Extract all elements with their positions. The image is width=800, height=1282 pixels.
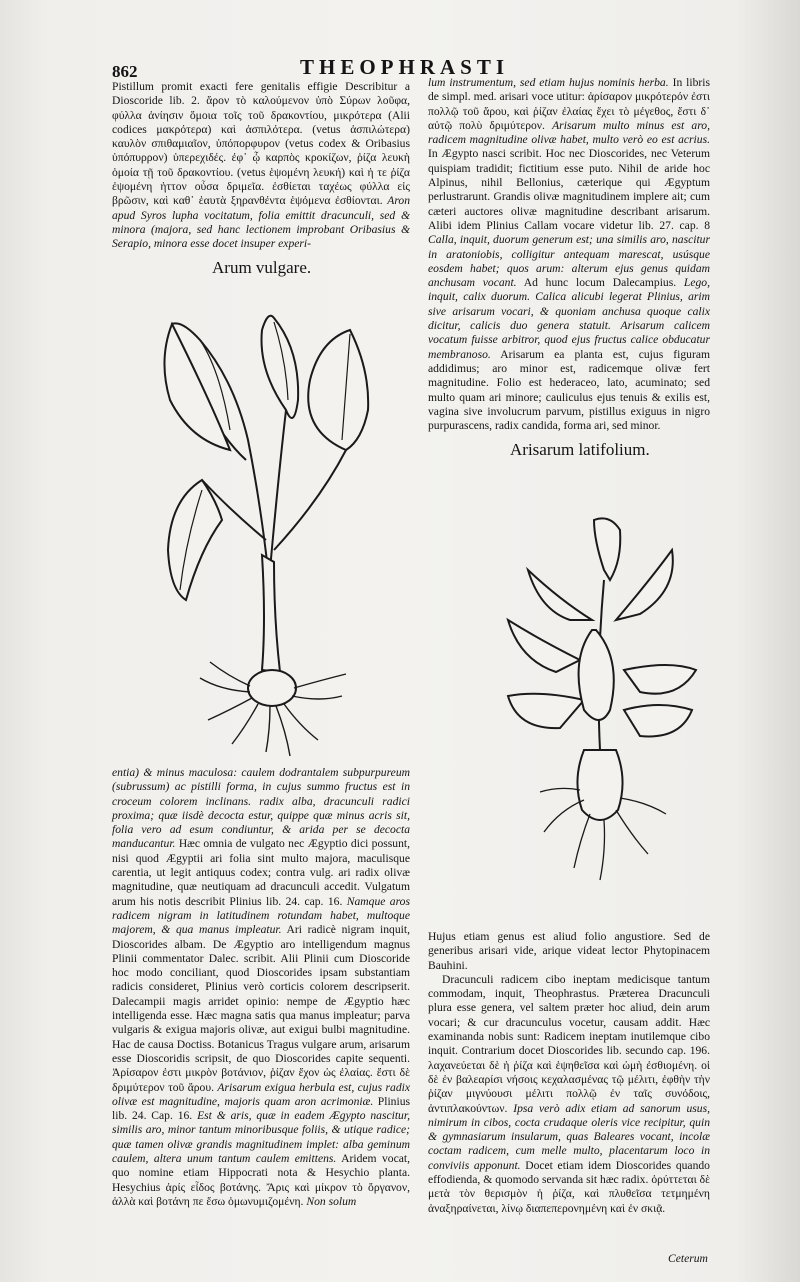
text-run-italic: Est & aris, quæ in eadem Ægypto nascitur, similis aro, minor tantum minoribusque foliis, & utique radice; quæ tamen olivæ grandis magnitudinem implet: alba geminum caulem, altera unum tantum caulem emittens. (112, 1109, 410, 1166)
text-run: In Ægypto nasci scribit. Hoc nec Dioscorides, nec Veterum quispiam tradidit; fictitium esse puto. Nihil de aride hoc Alpinus, nihil Bellonius, cæterique qui Ægyptum perlustrarunt. Grandis olivæ magnitudinem implere ait; cum cæteri auctores olivæ magnitudine describant arisarum. Alibi idem Plinius Callam vocare videtur lib. 27. cap. 8 (428, 147, 710, 232)
paragraph (112, 766, 410, 1209)
text-run: Hujus etiam genus est aliud folio angustiore. Sed de generibus arisari vide, arique videat lector Phytopinacem Bauhini. (428, 930, 710, 972)
paragraph (428, 930, 710, 973)
text-run-italic: Non solum (306, 1194, 357, 1208)
text-run-italic: Aron apud Syros lupha vocitatum, folia emittit dracunculi, sed & minora (majora, sed hanc lectionem improbant Oribasius & Serapio, minora esse docet insuper experi- (112, 194, 410, 251)
text-run-italic: Arisarum multo minus est aro, radicem magnitudine olivæ habet, multo verò eo est acrius. (428, 118, 710, 147)
greek-run: ὀρύττεται δὲ μετὰ τὸν θερισμὸν ἡ ῥίζα, καὶ πλυθεῖσα τετμημένη ἀναξηραίνεται, λίνῳ διαπεπερονημένη καὶ ἐν σκιᾷ. (428, 1173, 711, 1215)
paragraph (428, 76, 710, 433)
text-run: Hæc omnia de vulgato nec Ægyptio dici possunt, nisi quod Ægyptii ari folia sint multo majora, maculisque carentia, ut legit antiquus codex; contra vulg. ari radix olivæ magnitudine, quæ neutiquam ad dracunculi accedit. Vulgatum arum his notis describit Plinius lib. 24. cap. 16. (112, 837, 410, 908)
running-title: THEOPHRASTI (300, 55, 510, 79)
text-column-top-right (428, 76, 710, 436)
catchword: Ceterum (668, 1252, 708, 1265)
text-column-bottom-right (428, 930, 710, 1252)
text-run: Ad hunc locum Dalecampius. (523, 276, 677, 290)
arisarum-latifolium-woodcut (500, 510, 710, 900)
paragraph (428, 973, 710, 1216)
text-run: Dracunculi radicem cibo ineptam medicisque tantum commodam, inquit, Theophrastus. Præterea Dracunculi plura esse genera, vel saltem præter hoc aliud, dein arum vocari; & cur dracunculus vocetur, causam addit. Hæc examinanda nobis sunt: Radicem ineptam inutilemque cibo inquit. Contrarium docet Dioscorides lib. secundo cap. 196. (428, 972, 710, 1058)
text-column-top-left (112, 80, 410, 251)
text-run: Plinius lib. 24. Cap. 16. (112, 1094, 410, 1123)
text-run-italic: Lego, inquit, calix duorum. Calica alicubi legerat Plinius, arim sive arisarum vocari, & quoniam anchusa quoque calix dicitur, calicis duo genera statuit. (428, 276, 710, 333)
greek-run: λαχανεύεται δὲ ἡ ῥίζα καὶ ἑψηθεῖσα καὶ ὠμὴ ἐσθιομένη. οἱ δὲ ἐν βαλεαρίσι νήσοις κεχαλασμένας τῷ μέλιτι, ἐφθὴν τὴν ῥίζαν μιγνύουσι μέλιτι πολλῷ ἐν ταῖς συνόδοις, ἀντιπλακούντων. (428, 1058, 710, 1115)
text-run-italic: Arisarum calicem vocatum fuisse arbitror, quod ejus fructus calice obducatur membranoso. (428, 319, 710, 361)
text-run: Pistillum promit exacti fere genitalis effigie Describitur a Dioscoride lib. 2. ἄρον τὸ καλούμενον ὑπὸ Σύρων λοῦφα, φύλλα ἀνίησιν ὅμοια τοῖς τοῦ δρακοντίου, μικρότερα (Alii codices μακρότερα) καὶ ἀσπιλότερα. (vetus ἀσπιλώτερα) καυλὸν σπιθαμιαῖον, ὑπόπορφυρον (vetus codex & Oribasius ὑπόπυρρον) ὑπερεχιδές. ἐφ᾽ ᾧ καρπὸς κροκίζων, ῥίζα λευκὴ ὁμοία τῇ τοῦ δρακοντίου. (vetus ἑψομένη λευκή) καὶ ἡ τε ῥίζα ἐψομένη ἡττον οὖσα δριμεῖα. ἐσθίεται ταχέως φύλλα εἰς βρῶσιν, καὶ καθ᾽ ἑαυτὰ ξηρανθέντα ἑψόμενα ἐσθίονται. (112, 80, 410, 208)
text-run-italic: Arisarum exigua herbula est, cujus radix olivæ est magnitudine, majoris quam aron acrimoniæ. (112, 1080, 410, 1108)
paragraph (112, 80, 410, 252)
text-run: In libris de simpl. med. arisari voce utitur: ἀρίσαρον μικρότερόν ἐστι πολλῷ τοῦ ἄρου, καὶ ῥίζαν ἐλαίας ἔχει τὸ μέγεθος, ἔστι δ᾽ αὐτῷ πολὺ δριμύτερον. (428, 76, 710, 132)
text-column-bottom-left (112, 766, 410, 1250)
text-run-italic: entia) & minus maculosa: caulem dodrantalem subpurpureum (subrussum) ac pistilli forma, in cujus summo fructus est in croceum colorem inclinans. radix alba, dracunculi radici proxima; quæ iisdè decocta estur, quippe quæ minus acris sit, folia vero ad esum condiuntur, & arida per se decocta manducantur. (112, 766, 410, 851)
figure-caption-arisarum-latifolium: Arisarum latifolium. (510, 440, 650, 459)
text-run: Ari radicè nigram inquit, Dioscorides albam. De Ægyptio aro intelligendum magnus Plinii commentator Dalec. scribit. Alii Plinii cum Dioscoride hoc modo conciliant, quod Dioscorides ipsam substantiam radicis consideret, Plinius verò corticis colorem descripserit. Dalecampii magis arridet opinio: nempe de Ægyptio hæc intelligenda esse. Hæc magna satis qua manus impleatur; parva vulgaris & exigua majoris olivæ, aut exigui bulbi magnitudine. Hac de causa Doctiss. Botanicus Tragus vulgare arum, arisarum esse Dioscoridis scripsit, de quo Dioscorides capite sequenti. (112, 923, 410, 1065)
text-run: Aridem vocat, quo nomine etiam Hippocrati nota & Hesychio planta. Hesychius ἀρίς εἶδος βοτάνης. Ἄρις καὶ μίκρον τὸ ὄργανον, ἀλλὰ καὶ βοτάνη πε ἔσω ὁμωνυμιζομένη. (112, 1152, 410, 1208)
figure-caption-arum-vulgare: Arum vulgare. (212, 258, 312, 277)
arum-vulgare-woodcut (150, 300, 390, 760)
text-run-italic: Namque aros radicem nigram in latitudinem rotundam habet, multoque majorem, & qua manus impleatur. (112, 894, 410, 937)
text-run: Docet etiam idem Dioscorides quando effodienda, & quomodo servanda sit hæc radix. (428, 1158, 710, 1187)
text-run-italic: Calla, inquit, duorum generum est; una similis aro, nascitur in aratoniobis, colligitur antequam marescat, usúsque eosdem habet; quos arum: alterum ejus genus quidam anchusam vocant. (428, 233, 710, 290)
text-run-italic: lum instrumentum, sed etiam hujus nominis herba. (428, 76, 669, 89)
greek-run: Ἀρίσαρον ἐστι μικρὸν βοτάνιον, ῥίζαν ἔχον ὡς ἐλαίας. ἔστι δὲ δριμύτερον τοῦ ἄρου. (112, 1066, 410, 1094)
page-number: 862 (112, 62, 138, 81)
text-run: Arisarum ea planta est, cujus figuram addidimus; aro minor est, radicemque olivæ fert magnitudine. Folio est hederaceo, lato, acuminato; sed multo quam ari minore; cauliculus ejus tenuis & exilis est, vagina sive involucrum parvum, pistillus exiguus in nigro purpurascens, radix candida, forma ari, sed minor. (428, 347, 710, 433)
text-run-italic: Ipsa verò adix etiam ad sanorum usus, nimirum in cibos, cocta crudaque oleris vice recipitur, quin & gymnasiarum insularum, quas Baleares vocant, incolæ coctam radicem, cum melle multo, placentarum loco in conviviis apponunt. (428, 1101, 710, 1172)
